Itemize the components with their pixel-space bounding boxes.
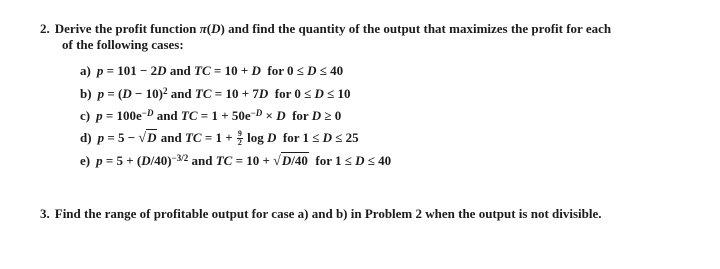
case-e-label: e) xyxy=(80,153,91,168)
case-b: b) $p = (D - 10)^2$ and TC = 10 + 7D for 0 ≤ D ≤ 10 xyxy=(80,86,351,101)
case-e: e) $p = 5 + (D/40)^{-3/2}$ and TC = 10 + √D/40 for 1 ≤ D ≤ 40 xyxy=(80,153,392,169)
problem-3-text: Find the range of profitable output for case a) and b) in Problem 2 when the output is not divisible. xyxy=(54,206,602,221)
problem-2-intro-continuation xyxy=(62,37,184,53)
problem-2-heading: 2. Derive the profit function π(D) and find the quantity of the output that maximizes the profit for each xyxy=(40,21,612,36)
case-a: a) p = 101 − 2D and TC = 10 + D for 0 ≤ D ≤ 40 xyxy=(80,63,344,78)
case-d-label: d) xyxy=(80,130,92,145)
case-d: d) p = 5 − √D and TC = 1 + $\frac{9}{2}$ log D for 1 ≤ D ≤ 25 xyxy=(80,129,359,147)
problem-3 xyxy=(40,206,602,222)
problem-2-number: 2. xyxy=(40,21,50,36)
problem-2-intro-line2: of the following cases: xyxy=(62,37,184,52)
case-c-label: c) xyxy=(80,108,91,123)
case-c: c) $p = 100e^{-D}$ and TC = $1 + 50e^{-D} \times D$ for D ≥ 0 xyxy=(80,108,342,123)
case-a-label: a) xyxy=(80,63,91,78)
case-b-label: b) xyxy=(80,86,92,101)
problem-3-number: 3. xyxy=(40,206,50,221)
